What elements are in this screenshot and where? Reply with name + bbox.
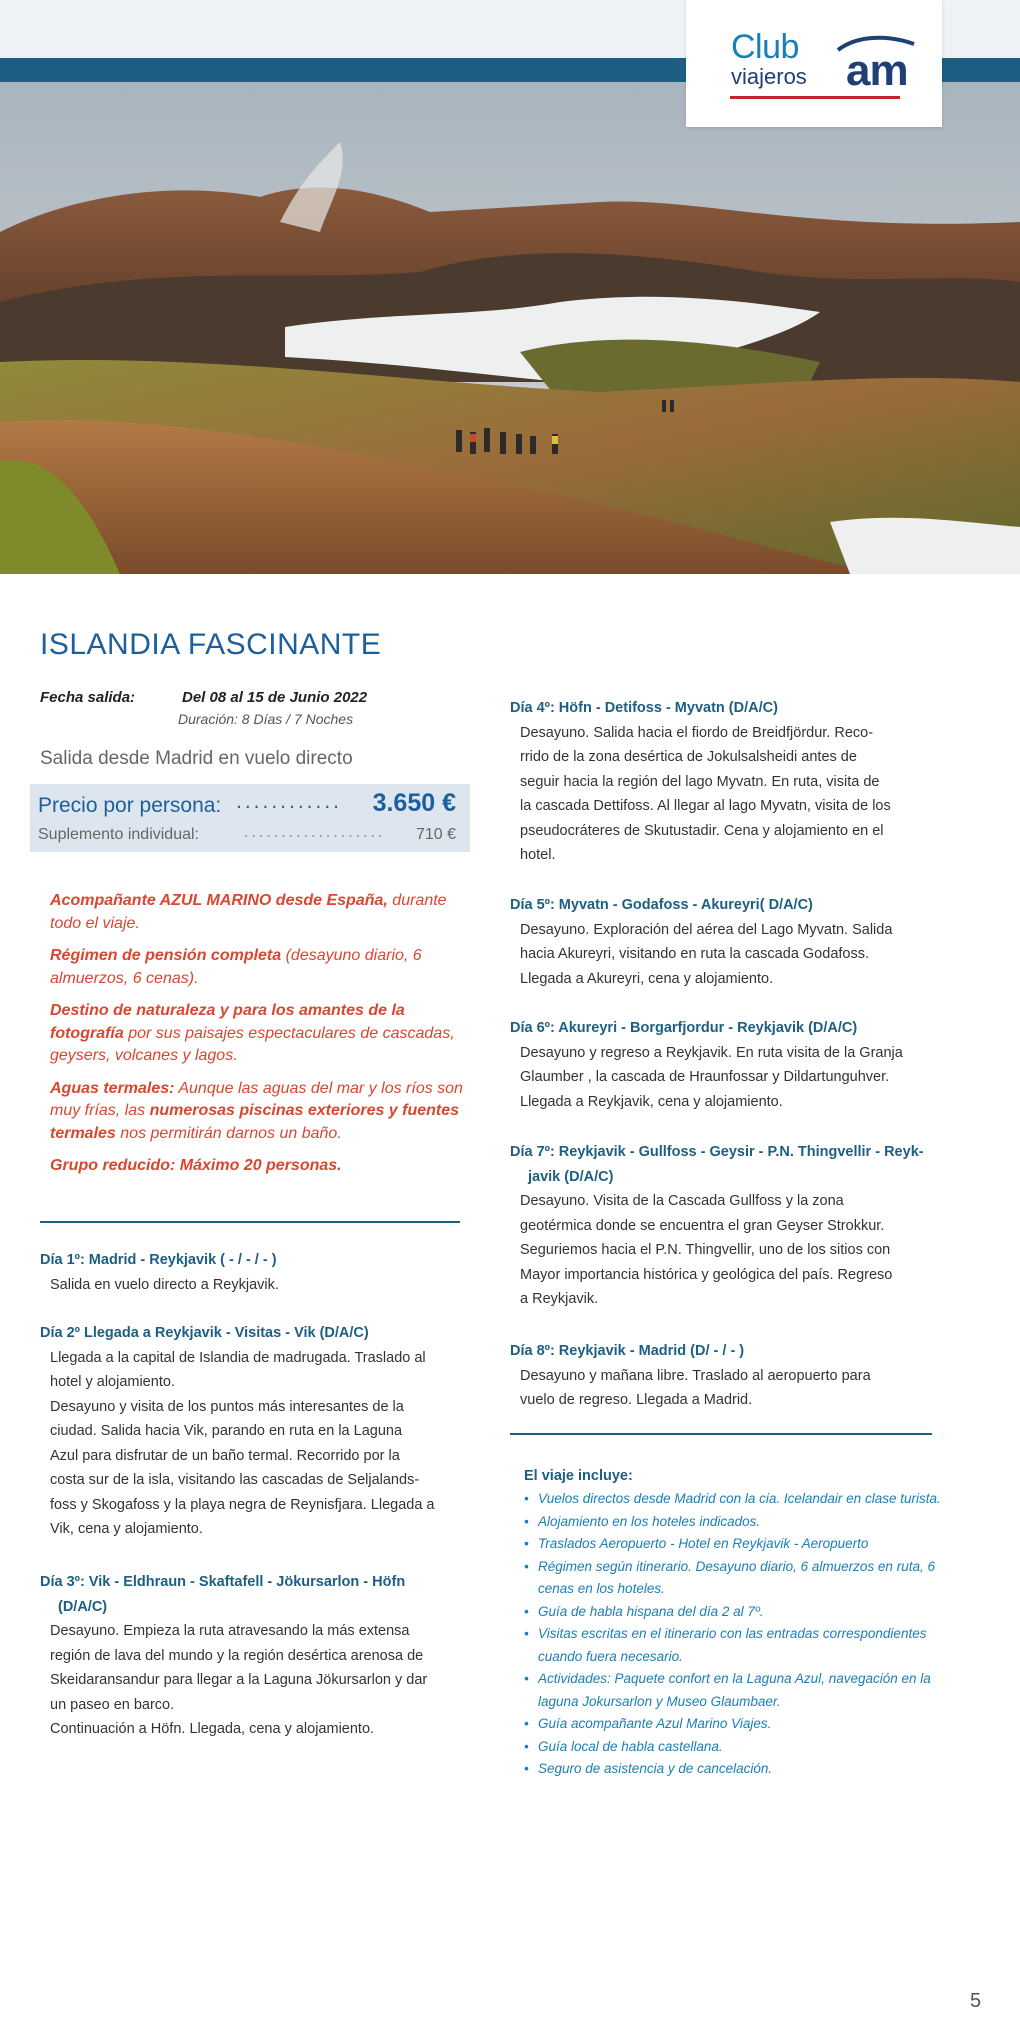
- day-text: hotel.: [520, 847, 556, 863]
- day-4: [510, 696, 960, 868]
- day-text: Llegada a Reykjavik, cena y alojamiento.: [520, 1093, 783, 1110]
- day-text: Llegada a Akureyri, cena y alojamiento.: [520, 970, 774, 987]
- day-text: seguir hacia la región del lago Myvatn. En ruta, visita de: [520, 773, 880, 790]
- highlight-item: Régimen de pensión completa (desayuno diario, 6 almuerzos, 6 cenas).: [50, 947, 422, 987]
- day-text: Mayor importancia histórica y geológica del país. Regreso: [520, 1266, 893, 1283]
- day-text: Salida en vuelo directo a Reykjavik.: [50, 1276, 279, 1293]
- fecha-salida-label: Fecha salida:: [40, 689, 136, 706]
- day-text: Azul para disfrutar de un baño termal. Recorrido por la: [50, 1447, 400, 1464]
- day-text: geotérmica donde se encuentra el gran Geyser Strokkur.: [520, 1217, 885, 1234]
- day-3: [40, 1570, 480, 1742]
- logo-red-line: [730, 96, 900, 99]
- day-2: [40, 1321, 480, 1542]
- day-1: [40, 1248, 480, 1297]
- include-item: • Régimen según itinerario. Desayuno diario, 6 almuerzos en ruta, 6 cenas en los hoteles.: [524, 1556, 944, 1601]
- day-text: Vik, cena y alojamiento.: [50, 1521, 203, 1537]
- hero-landscape-photo: [0, 82, 1020, 574]
- highlight-item: Destino de naturaleza y para los amantes de la fotografía por sus paisajes espectaculares de cascadas, geysers, volcanes y lagos.: [50, 1002, 455, 1064]
- day-text: la cascada Dettifoss. Al llegar al lago Myvatn, visita de los: [520, 798, 891, 814]
- include-item: • Guía acompañante Azul Marino Viajes.: [524, 1713, 944, 1736]
- day-text: Seguriemos hacia el P.N. Thingvellir, uno de los sitios con: [520, 1242, 891, 1258]
- day-text: rrido de la zona desértica de Jokulsalsheidi antes de: [520, 749, 857, 765]
- day-text: vuelo de regreso. Llegada a Madrid.: [520, 1392, 753, 1408]
- duracion-text: Duración: 8 Días / 7 Noches: [178, 711, 354, 727]
- trip-title: ISLANDIA FASCINANTE: [40, 628, 382, 661]
- logo-viajeros-text: viajeros: [731, 64, 807, 89]
- day-heading: Día 1º: Madrid - Reykjavik ( - / - / - ): [40, 1252, 277, 1268]
- day-text: Desayuno y visita de los puntos más interesantes de la: [50, 1398, 404, 1415]
- highlights-list: [50, 890, 470, 1188]
- day-heading-continued: (D/A/C): [58, 1598, 108, 1615]
- day-7: [510, 1140, 960, 1312]
- salida-text: Salida desde Madrid en vuelo directo: [40, 748, 353, 769]
- includes-section: [524, 1468, 944, 1781]
- day-heading: Día 8º: Reykjavik - Madrid (D/ - / - ): [510, 1343, 745, 1359]
- logo-am-text: am: [846, 46, 908, 95]
- suplemento-value: 710 €: [415, 826, 456, 843]
- day-text: Desayuno. Salida hacia el fiordo de Breidfjördur. Reco-: [520, 724, 874, 741]
- day-heading: Día 3º: Vik - Eldhraun - Skaftafell - Jökursarlon - Höfn: [40, 1574, 406, 1590]
- precio-value: 3.650 €: [372, 789, 456, 817]
- day-5: [510, 893, 960, 991]
- day-text: Desayuno y regreso a Reykjavik. En ruta visita de la Granja: [520, 1044, 903, 1061]
- section-divider: [40, 1221, 460, 1223]
- price-box: [30, 784, 470, 852]
- day-text: Desayuno y mañana libre. Traslado al aeropuerto para: [520, 1367, 871, 1384]
- highlight-item: Acompañante AZUL MARINO desde España, durante todo el viaje.: [50, 892, 447, 932]
- include-item: • Alojamiento en los hoteles indicados.: [524, 1511, 944, 1534]
- day-text: foss y Skogafoss y la playa negra de Reynisfjara. Llegada a: [50, 1496, 435, 1513]
- logo-club-text: Club: [731, 28, 799, 66]
- precio-leader-dots: ............: [236, 790, 343, 813]
- day-text: Llegada a la capital de Islandia de madrugada. Traslado al: [50, 1349, 426, 1366]
- day-text: región de lava del mundo y la región desértica arenosa de: [50, 1647, 424, 1664]
- include-item: • Actividades: Paquete confort en la Laguna Azul, navegación en la laguna Jokursarlon y Museo Glaumbaer.: [524, 1668, 944, 1713]
- suplemento-leader-dots: ...................: [244, 824, 386, 841]
- day-6: [510, 1016, 960, 1114]
- day-heading: Día 4º: Höfn - Detifoss - Myvatn (D/A/C): [510, 700, 778, 716]
- day-text: Desayuno. Empieza la ruta atravesando la más extensa: [50, 1623, 410, 1639]
- day-heading: Día 6º: Akureyri - Borgarfjordur - Reykjavik (D/A/C): [510, 1020, 858, 1036]
- includes-title: El viaje incluye:: [524, 1468, 633, 1484]
- day-8: [510, 1339, 960, 1413]
- include-item: • Guía local de habla castellana.: [524, 1736, 944, 1759]
- day-text: hotel y alojamiento.: [50, 1374, 175, 1390]
- suplemento-label: Suplemento individual:: [38, 826, 199, 843]
- day-text: Desayuno. Exploración del aérea del Lago Myvatn. Salida: [520, 921, 893, 938]
- includes-list: [524, 1488, 944, 1781]
- day-text: pseudocráteres de Skutustadir. Cena y alojamiento en el: [520, 822, 884, 839]
- highlight-item: Grupo reducido: Máximo 20 personas.: [50, 1157, 342, 1174]
- club-viajeros-logo: [686, 0, 942, 127]
- day-text: Desayuno. Visita de la Cascada Gullfoss y la zona: [520, 1193, 844, 1209]
- include-item: • Visitas escritas en el itinerario con las entradas correspondientes cuando fuera necesario.: [524, 1623, 944, 1668]
- include-item: • Traslados Aeropuerto - Hotel en Reykjavik - Aeropuerto: [524, 1533, 944, 1556]
- section-divider: [510, 1433, 932, 1435]
- day-text: ciudad. Salida hacia Vik, parando en ruta en la Laguna: [50, 1423, 403, 1439]
- day-text: hacia Akureyri, visitando en ruta la cascada Godafoss.: [520, 946, 869, 962]
- day-text: Continuación a Höfn. Llegada, cena y alojamiento.: [50, 1721, 375, 1737]
- highlight-item: Aguas termales: Aunque las aguas del mar y los ríos son muy frías, las numerosas piscinas exteriores y fuentes termales nos permitirán darnos un baño.: [50, 1079, 463, 1142]
- precio-label: Precio por persona:: [38, 794, 222, 817]
- day-text: Skeidaransandur para llegar a la Laguna Jökursarlon y dar: [50, 1672, 428, 1688]
- day-text: un paseo en barco.: [50, 1696, 175, 1713]
- day-heading: Día 5º: Myvatn - Godafoss - Akureyri( D/A/C): [510, 897, 813, 913]
- day-heading: Día 7º: Reykjavik - Gullfoss - Geysir - P.N. Thingvellir - Reyk-: [510, 1144, 924, 1160]
- include-item: • Vuelos directos desde Madrid con la cia. Icelandair en clase turista.: [524, 1488, 944, 1511]
- day-heading-continued: javik (D/A/C): [528, 1168, 614, 1185]
- day-heading: Día 2º Llegada a Reykjavik - Visitas - Vik (D/A/C): [40, 1325, 369, 1341]
- day-text: costa sur de la isla, visitando las cascadas de Seljalands-: [50, 1472, 420, 1488]
- day-text: a Reykjavik.: [520, 1291, 599, 1307]
- fecha-salida-value: Del 08 al 15 de Junio 2022: [182, 689, 368, 706]
- include-item: • Seguro de asistencia y de cancelación.: [524, 1758, 944, 1781]
- page-number: 5: [970, 1990, 982, 2012]
- include-item: • Guía de habla hispana del día 2 al 7º.: [524, 1601, 944, 1624]
- day-text: Glaumber , la cascada de Hraunfossar y Dildartunguhver.: [520, 1069, 890, 1085]
